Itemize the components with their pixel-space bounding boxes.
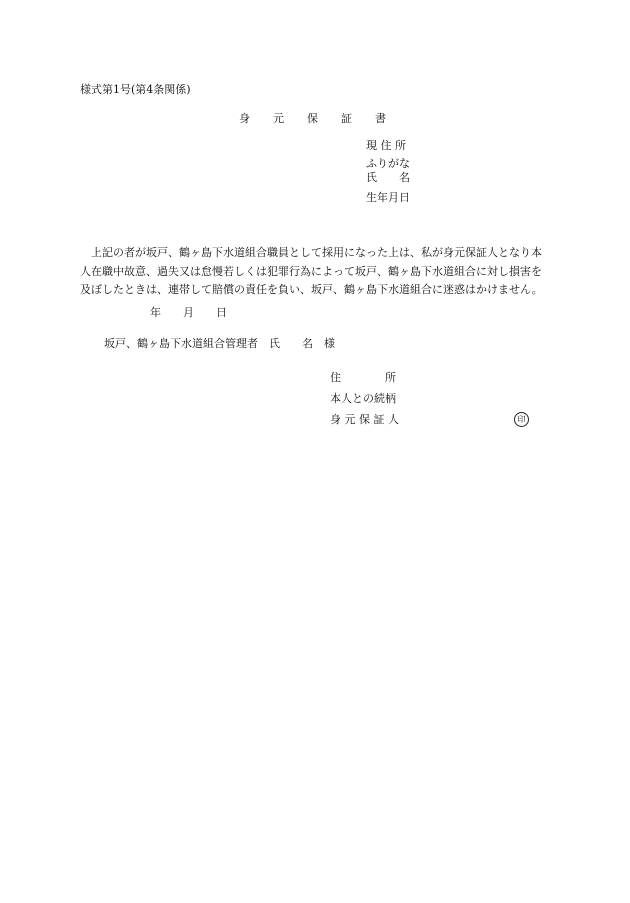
title-char: 元: [273, 112, 284, 125]
addressee: 坂戸、鶴ヶ島下水道組合管理者 氏 名 様: [104, 337, 335, 350]
title-char: 書: [375, 112, 386, 125]
relation-label: 本人との続柄: [330, 392, 396, 405]
current-address-label: 現 住 所: [366, 139, 406, 152]
guarantor-label: 身 元 保 証 人: [330, 413, 399, 426]
guarantor-address-label: 住 所: [330, 371, 396, 384]
birthdate-label: 生年月日: [366, 191, 410, 204]
document-title: [239, 112, 409, 126]
furigana-label: ふりがな: [366, 157, 410, 170]
title-char: 身: [239, 112, 250, 125]
date-line: 年 月 日: [150, 306, 227, 319]
title-char: 保: [307, 112, 318, 125]
form-label: 様式第1号(第4条関係): [80, 83, 191, 96]
seal-mark: 印: [514, 412, 529, 427]
name-label: 氏 名: [366, 171, 410, 184]
title-char: 証: [341, 112, 352, 125]
guarantee-body: 上記の者が坂戸、鶴ヶ島下水道組合職員として採用になった上は、私が身元保証人となり本人在職中故意、過失又は怠慢若しくは犯罪行為によって坂戸、鶴ヶ島下水道組合に対し損害を及ぼしたときは、連帯して賠償の責任を負い、坂戸、鶴ヶ島下水道組合に迷惑はかけません。: [80, 246, 543, 296]
